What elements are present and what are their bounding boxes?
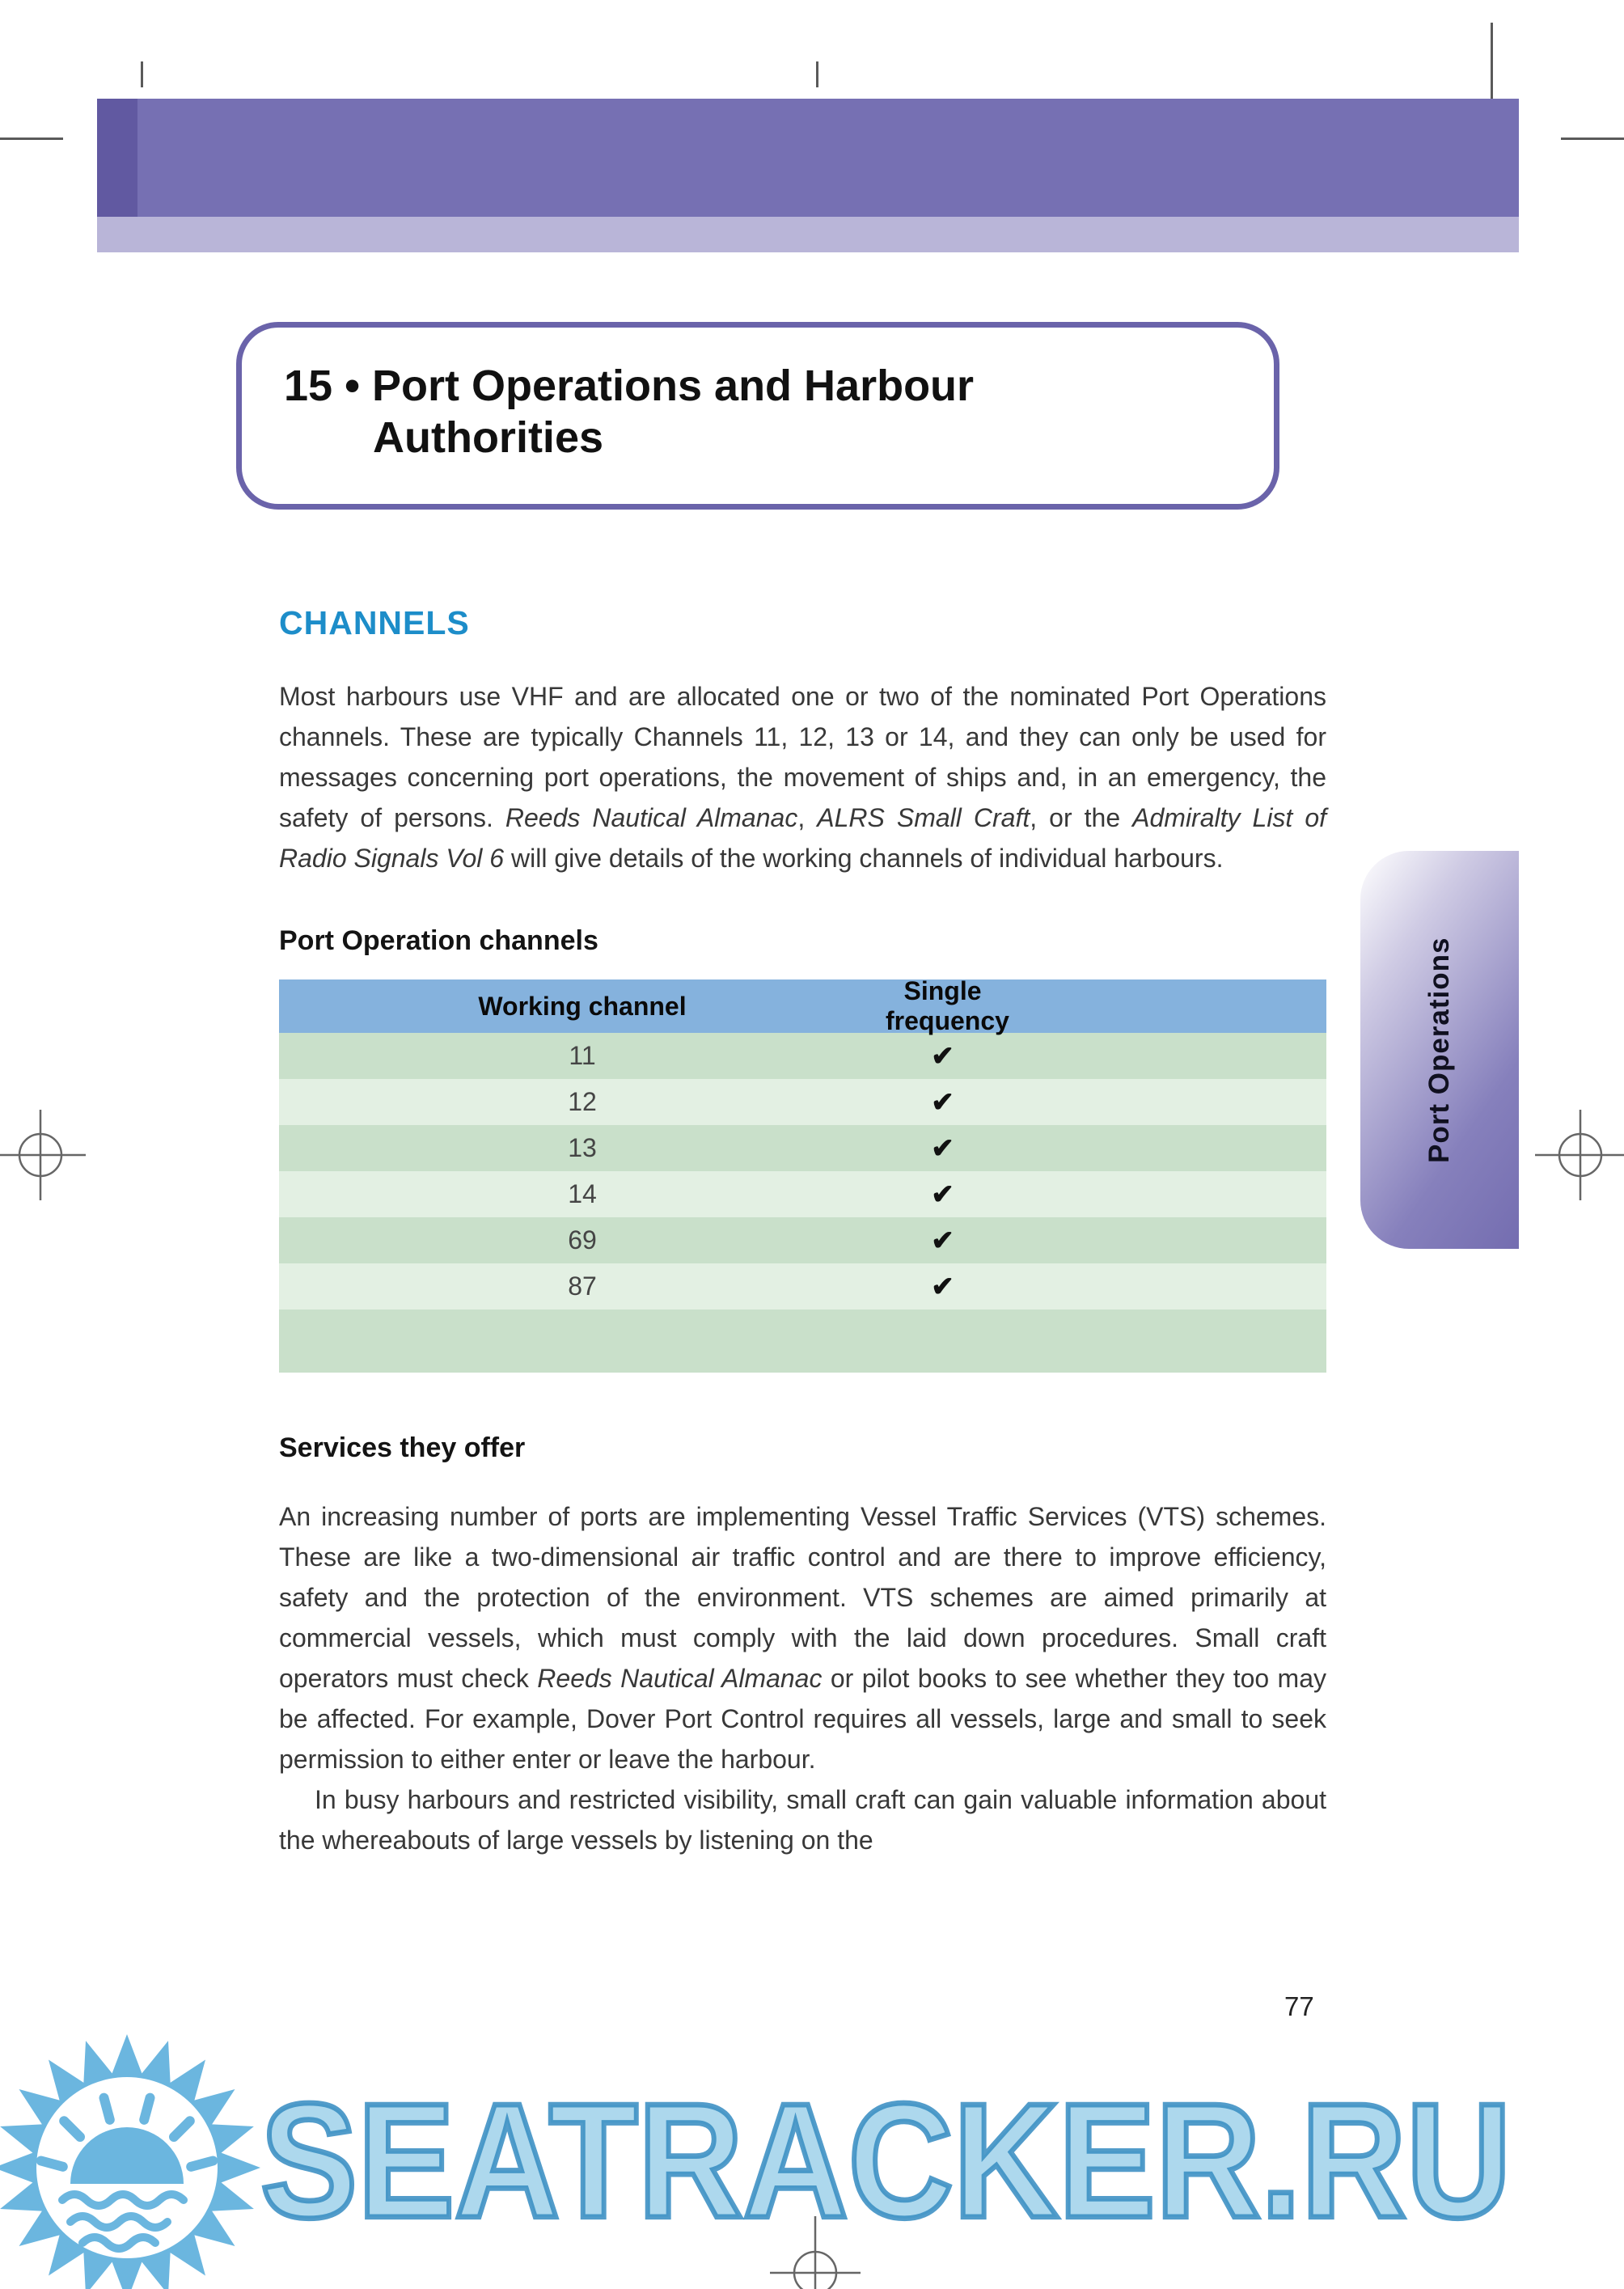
- table-row: [279, 1217, 1326, 1263]
- section-heading-channels: CHANNELS: [279, 604, 470, 641]
- content-column: [279, 322, 1326, 1860]
- crop-mark-left: [0, 138, 63, 140]
- channel-cell: 11: [569, 1041, 596, 1070]
- checkmark-icon: ✔: [931, 1086, 954, 1118]
- port-channels-table: [279, 976, 1326, 1373]
- table-row: [279, 1263, 1326, 1310]
- subheading-port-operation-channels: Port Operation channels: [279, 925, 598, 956]
- checkmark-icon: ✔: [931, 1040, 954, 1072]
- page-number: 77: [1284, 1991, 1314, 2021]
- channel-cell: 69: [568, 1225, 597, 1255]
- checkmark-icon: ✔: [931, 1178, 954, 1210]
- channel-cell: 13: [568, 1133, 597, 1162]
- channel-cell: 12: [568, 1087, 597, 1116]
- services-paragraph-2: In busy harbours and restricted visibility, small craft can gain valuable information about the whereabouts of large vessels by listening on the: [279, 1785, 1326, 1855]
- sun-logo-icon: [0, 2034, 260, 2289]
- table-header-working-channel: Working channel: [478, 991, 687, 1021]
- checkmark-icon: ✔: [931, 1132, 954, 1164]
- side-tab-label: Port Operations: [1423, 937, 1455, 1163]
- registration-mark-right: [1532, 1106, 1624, 1204]
- table-header-row: [279, 976, 1326, 1035]
- registration-mark-left: [0, 1106, 89, 1204]
- chapter-title-line2: Authorities: [373, 413, 604, 462]
- crop-mark-top-center: [816, 61, 818, 87]
- channel-cell: 14: [568, 1179, 597, 1208]
- channels-paragraph: Most harbours use VHF and are allocated one or two of the nominated Port Operations channels. These are typically Channels 11, 12, 13 or 14, and they can only be used for messages concerning port operations, the movement of ships and, in an emergency, the safety of persons. Reeds Nautical Almanac, ALRS Small Craft, or the Admiralty List of Radio Signals Vol 6 will give details of the working channels of individual harbours.: [279, 682, 1327, 873]
- table-header-single-frequency: Single frequency: [886, 976, 1009, 1035]
- table-footer-band: [279, 1310, 1326, 1373]
- services-paragraph: An increasing number of ports are implementing Vessel Traffic Services (VTS) schemes. These are like a two-dimensional air traffic control and are there to improve efficiency, safety and the protection of the environment. VTS schemes are aimed primarily at commercial vessels, which must comply with the laid down procedures. Small craft operators must check Reeds Nautical Almanac or pilot books to see whether they too may be affected. For example, Dover Port Control requires all vessels, large and small to seek permission to either enter or leave the harbour.: [279, 1502, 1327, 1774]
- checkmark-icon: ✔: [931, 1225, 954, 1256]
- header-band-dark-edge: [97, 99, 137, 217]
- chapter-title-line1: 15 • Port Operations and Harbour: [284, 362, 975, 410]
- chapter-title-box: [236, 322, 1279, 510]
- registration-mark-bottom: [767, 2216, 864, 2289]
- subheading-services: Services they offer: [279, 1432, 526, 1463]
- chapter-side-tab: [1360, 851, 1519, 1249]
- watermark-text: SEATRACKER.RU: [260, 2070, 1512, 2253]
- table-row: [279, 1171, 1326, 1217]
- checkmark-icon: ✔: [931, 1271, 954, 1302]
- header-band: [97, 99, 1519, 217]
- table-row: [279, 1033, 1326, 1079]
- table-row: [279, 1125, 1326, 1171]
- crop-mark-right: [1561, 138, 1624, 140]
- table-row: [279, 1079, 1326, 1125]
- channel-cell: 87: [568, 1271, 597, 1301]
- header-strip: [97, 217, 1519, 252]
- crop-mark-top-left: [141, 61, 143, 87]
